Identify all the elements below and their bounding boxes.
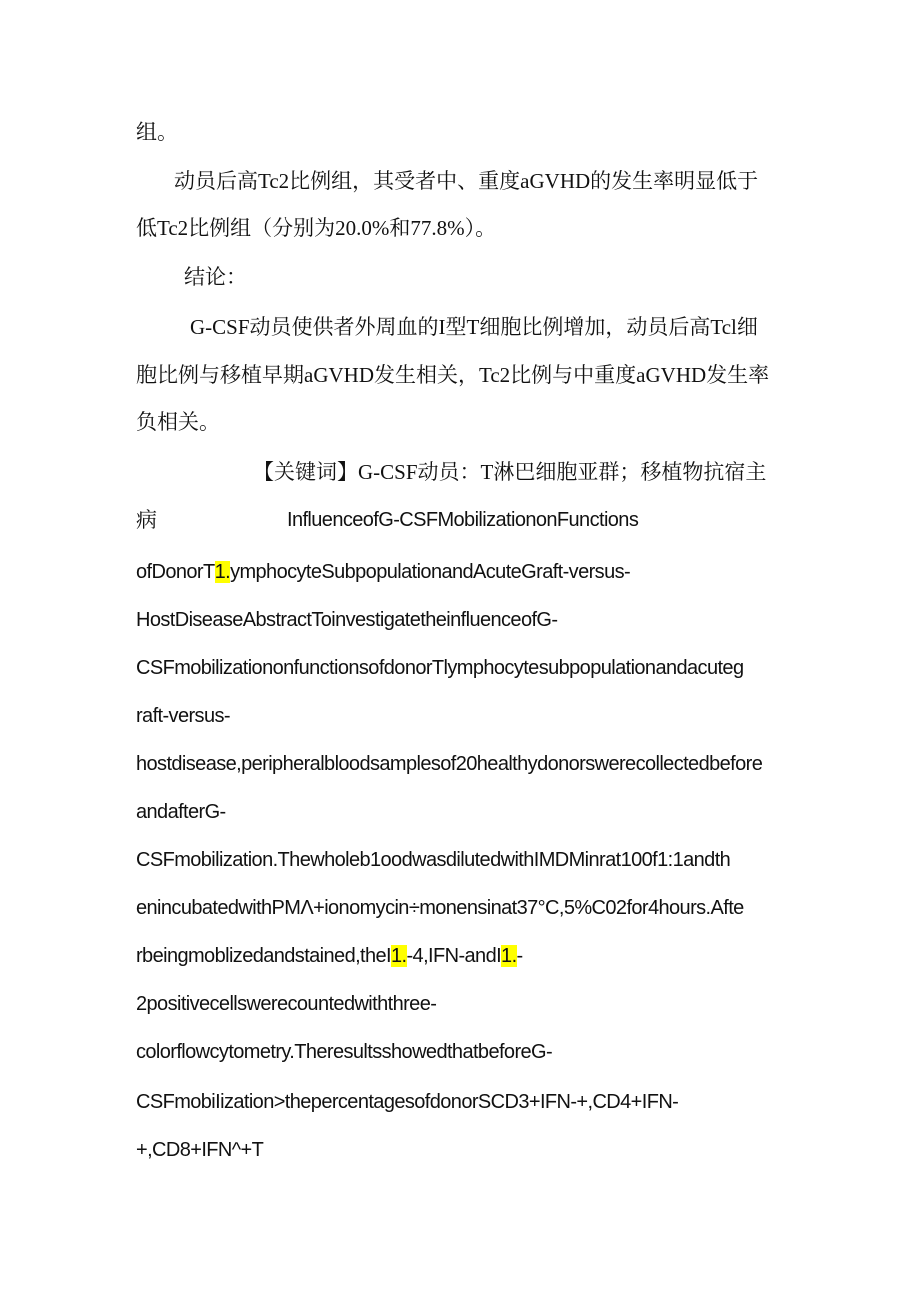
conclusion-line-2: 胞比例与移植早期aGVHD发生相关，Tc2比例与中重度aGVHD发生率: [136, 363, 770, 387]
abstract-line: CSFmobilizationonfunctionsofdonorTlymphocytesubpopulationandacuteg: [136, 657, 744, 679]
abstract-line: colorflowcytometry.TheresultsshowedthatbeforeG-: [136, 1041, 553, 1063]
keywords-line-1: 【关键词】G-CSF动员：T淋巴细胞亚群；移植物抗宿主: [253, 460, 767, 484]
conclusion-line-1: G-CSF动员使供者外周血的I型T细胞比例增加，动员后高Tcl细: [190, 315, 758, 339]
abstract-line: CSFmobiIization>thepercentagesofdonorSCD3+IFN-+,CD4+IFN-: [136, 1091, 679, 1113]
results-line-2: 低Tc2比例组（分别为20.0%和77.8%）。: [136, 216, 497, 240]
english-title-line-1: InfluenceofG-CSFMobilizationonFunctions: [287, 509, 639, 531]
abstract-line: CSFmobilization.Thewholeb1oodwasdilutedwithIMDMinrat100f1:1andth: [136, 849, 731, 871]
results-line-1: 动员后高Tc2比例组，其受者中、重度aGVHD的发生率明显低于: [174, 169, 759, 193]
highlight-mark: 1.: [501, 945, 517, 967]
conclusion-line-3: 负相关。: [136, 410, 220, 434]
conclusion-heading: 结论：: [184, 265, 247, 289]
highlight-mark: 1.: [391, 945, 407, 967]
abstract-line: hostdisease,peripheralbloodsamplesof20healthydonorswerecollectedbefore: [136, 753, 763, 775]
abstract-line: raft-versus-: [136, 705, 230, 727]
english-title-line-2: ofDonorT1.ymphocyteSubpopulationandAcuteGraft-versus-: [136, 561, 631, 583]
abstract-line: andafterG-: [136, 801, 226, 823]
abstract-line: HostDiseaseAbstractToinvestigatetheinfluenceofG-: [136, 609, 558, 631]
paragraph-tail: 组。: [136, 120, 178, 144]
abstract-line: enincubatedwithPMΛ+ionomycin÷monensinat37°C,5%C02for4hours.Afte: [136, 897, 744, 919]
highlight-mark: 1.: [214, 561, 231, 583]
abstract-line: +,CD8+IFN^+T: [136, 1139, 264, 1161]
keywords-line-2-cn: 病: [136, 508, 157, 532]
abstract-line: rbeingmoblizedandstained,theI1.-4,IFN-andI1.-: [136, 945, 523, 967]
abstract-line: 2positivecellswerecountedwiththree-: [136, 993, 437, 1015]
